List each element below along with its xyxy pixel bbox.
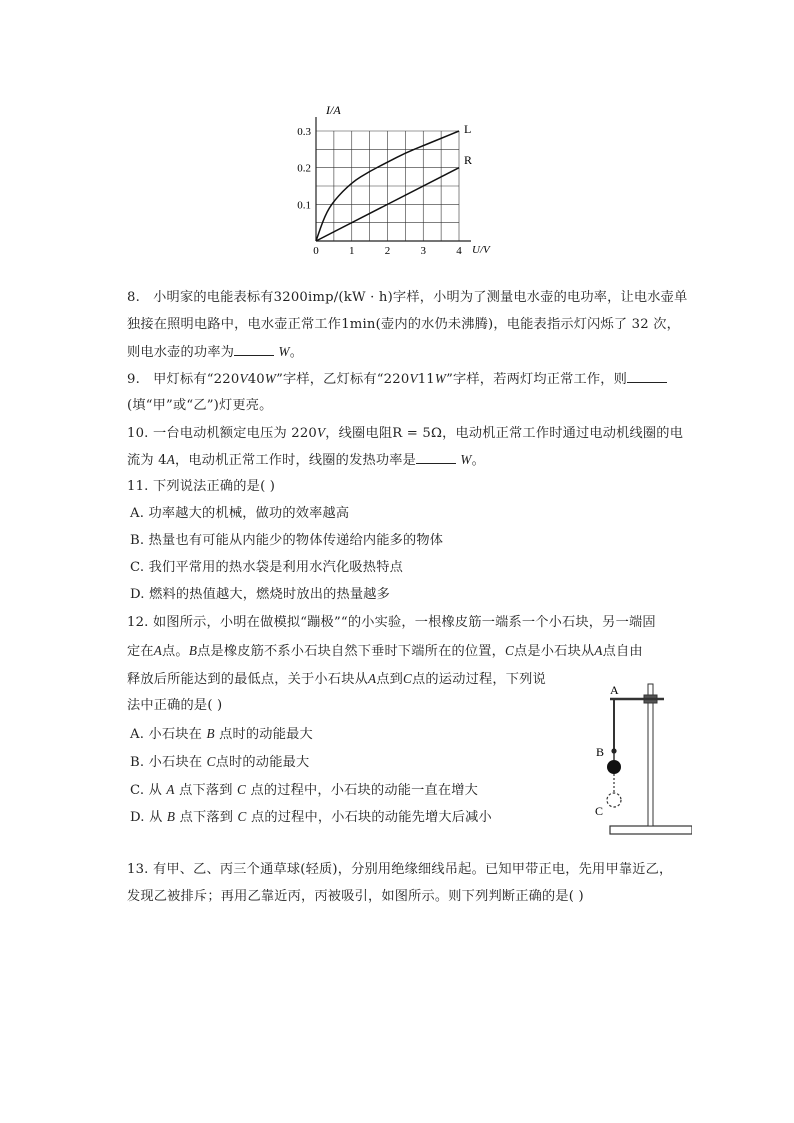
q9-line2 xyxy=(127,392,273,419)
q10-unit-1: V xyxy=(317,425,326,440)
q12-t2c: 点是橡皮筋不系小石块自然下垂时下端所在的位置， xyxy=(197,644,506,659)
q9-text-d: 11 xyxy=(417,372,435,387)
q8-text-2: 独接在照明电路中，电水壶正常工作1min(壶内的水仍未沸腾)，电能表指示灯闪烁了 32 次， xyxy=(127,317,681,332)
q12-t3c: 点的运动过程，下列说 xyxy=(412,672,546,687)
q9-text-a: 甲灯标有“220 xyxy=(153,372,240,387)
q9-text-e: ”字样，若两灯均正常工作，则 xyxy=(446,372,628,387)
x-tick-label: 4 xyxy=(456,245,462,255)
q12-point-c: C xyxy=(505,643,515,658)
q11-option-b[interactable]: B. 热量也有可能从内能少的物体传递给内能多的物体 xyxy=(130,533,444,548)
q10-text-b: ，线圈电阻R = 5Ω，电动机正常工作时通过电动机线圈的电 xyxy=(325,426,684,441)
chart-ticks xyxy=(297,126,462,255)
q12-point-a2: A xyxy=(594,643,603,658)
chart-grid xyxy=(316,131,459,241)
q12-ob-1: B. 小石块在 xyxy=(130,755,203,770)
q9-text-c: ”字样，乙灯标有“220 xyxy=(276,372,410,387)
q12-t2a: 定在 xyxy=(127,644,154,659)
stand-pole xyxy=(648,684,653,826)
figure-label-c: C xyxy=(595,804,604,818)
q8-line2 xyxy=(127,311,680,338)
q12-ob-pt: C xyxy=(206,754,216,769)
legend-r: R xyxy=(464,153,473,167)
q12-od-2: 点下落到 xyxy=(179,810,234,825)
q12-t3b: 点到 xyxy=(376,672,404,687)
q13-line2: 发现乙被排斥；再用乙靠近丙，丙被吸引，如图所示。则下列判断正确的是( ) xyxy=(127,889,584,904)
q8-text-3a: 则电水壶的功率为 xyxy=(127,345,235,360)
q9-text-b: 40 xyxy=(247,372,265,387)
q10-unit-2: A xyxy=(166,452,176,467)
q10-text-a: 10. 一台电动机额定电压为 220 xyxy=(127,426,318,441)
y-axis-label: I/A xyxy=(326,103,341,117)
q12-t2e: 点自由 xyxy=(602,644,643,659)
x-tick-label: 1 xyxy=(349,245,355,255)
point-b-dot xyxy=(611,748,616,753)
q12-option-b[interactable] xyxy=(130,748,309,776)
q8-number: 8. xyxy=(127,290,140,305)
q12-line1: 12. 如图所示，小明在做模拟“蹦极”“的小实验，一根橡皮筋一端系一个小石块，另一端固 xyxy=(127,615,656,630)
q12-option-c[interactable] xyxy=(130,776,478,804)
y-tick-label: 0.2 xyxy=(297,162,311,175)
q12-od-pt1: B xyxy=(166,809,176,824)
q12-oc-2: 点下落到 xyxy=(179,783,233,798)
y-tick-label: 0.1 xyxy=(297,199,311,212)
q10-text-d: ，电动机正常工作时，线圈的发热功率是 xyxy=(175,453,417,468)
q12-point-a3: A xyxy=(367,671,377,686)
stand-base xyxy=(610,826,692,834)
q9-unit-3: V xyxy=(409,371,418,386)
q12-option-a[interactable] xyxy=(130,720,313,748)
q12-t2b: 点。 xyxy=(162,644,189,659)
stone-lowest-position xyxy=(607,793,621,807)
q10-text-e: 。 xyxy=(471,453,485,468)
figure-label-a: A xyxy=(610,683,619,697)
q11-stem: 11. 下列说法正确的是( ) xyxy=(127,479,276,494)
q8-unit: W xyxy=(278,344,290,359)
q12-oa-2: 点时的动能最大 xyxy=(219,727,313,742)
bungee-apparatus-figure xyxy=(592,680,692,840)
q12-ob-2: 点时的动能最大 xyxy=(215,755,310,770)
q8-line3 xyxy=(127,338,303,366)
q11-option-a[interactable]: A. 功率越大的机械，做功的效率越高 xyxy=(130,506,350,521)
q13-line1: 13. 有甲、乙、丙三个通草球(轻质)，分别用绝缘细线吊起。已知甲带正电，先用甲靠近乙， xyxy=(127,862,673,877)
figure-label-b: B xyxy=(596,745,605,759)
q8-text-1: 小明家的电能表标有3200imp/(kW · h)字样，小明为了测量电水壶的电功率，让电水壶单 xyxy=(153,290,688,305)
q12-point-c3: C xyxy=(403,671,413,686)
q12-oa-pt: B xyxy=(206,726,215,741)
stone-ball xyxy=(607,760,621,774)
q12-point-a: A xyxy=(153,643,163,658)
q12-line2 xyxy=(127,637,643,665)
q12-od-1: D. 从 xyxy=(130,810,163,825)
q9-unit-2: W xyxy=(264,371,277,386)
q10-line2 xyxy=(127,446,485,474)
q9-answer-blank[interactable] xyxy=(627,368,667,383)
q12-oc-pt1: A xyxy=(166,782,175,797)
legend-l: L xyxy=(464,122,472,136)
q12-oc-3: 点的过程中，小石块的动能一直在增大 xyxy=(250,783,479,798)
x-tick-label: 2 xyxy=(384,245,391,255)
q11-option-c[interactable]: C. 我们平常用的热水袋是利用水汽化吸热特点 xyxy=(130,560,403,575)
q9-unit-4: W xyxy=(434,371,447,386)
q8-text-3c: 。 xyxy=(289,345,304,360)
q12-option-d[interactable] xyxy=(130,803,492,831)
q12-od-pt2: C xyxy=(237,809,247,824)
q10-unit-3: W xyxy=(460,452,472,467)
q12-line4: 法中正确的是( ) xyxy=(127,698,223,713)
q9-text-2: (填“甲”或“乙”)灯更亮。 xyxy=(127,398,273,413)
q12-line3 xyxy=(127,665,546,693)
q12-point-b: B xyxy=(188,643,198,658)
q12-t3a: 释放后所能达到的最低点，关于小石块从 xyxy=(127,672,368,687)
q10-line1 xyxy=(127,419,683,447)
q9-line1 xyxy=(127,365,667,393)
q12-t2d: 点是小石块从 xyxy=(514,644,595,659)
q12-oa-1: A. 小石块在 xyxy=(130,727,203,742)
q9-number: 9. xyxy=(127,372,140,387)
q12-oc-1: C. 从 xyxy=(130,783,162,798)
q12-oc-pt2: C xyxy=(237,782,247,797)
q9-unit-1: V xyxy=(239,371,248,386)
q12-od-3: 点的过程中，小石块的动能先增大后减小 xyxy=(250,810,492,825)
q10-answer-blank[interactable] xyxy=(416,449,456,464)
y-tick-label: 0.3 xyxy=(297,126,311,138)
iv-chart xyxy=(290,100,510,255)
q10-text-c: 流为 4 xyxy=(127,453,167,468)
x-tick-label: 3 xyxy=(420,245,426,255)
q8-answer-blank[interactable] xyxy=(234,341,274,356)
q8-line1 xyxy=(127,284,687,311)
q11-option-d[interactable]: D. 燃料的热值越大，燃烧时放出的热量越多 xyxy=(130,587,391,602)
x-tick-label: 0 xyxy=(313,245,319,255)
x-axis-label: U/V xyxy=(472,244,490,255)
